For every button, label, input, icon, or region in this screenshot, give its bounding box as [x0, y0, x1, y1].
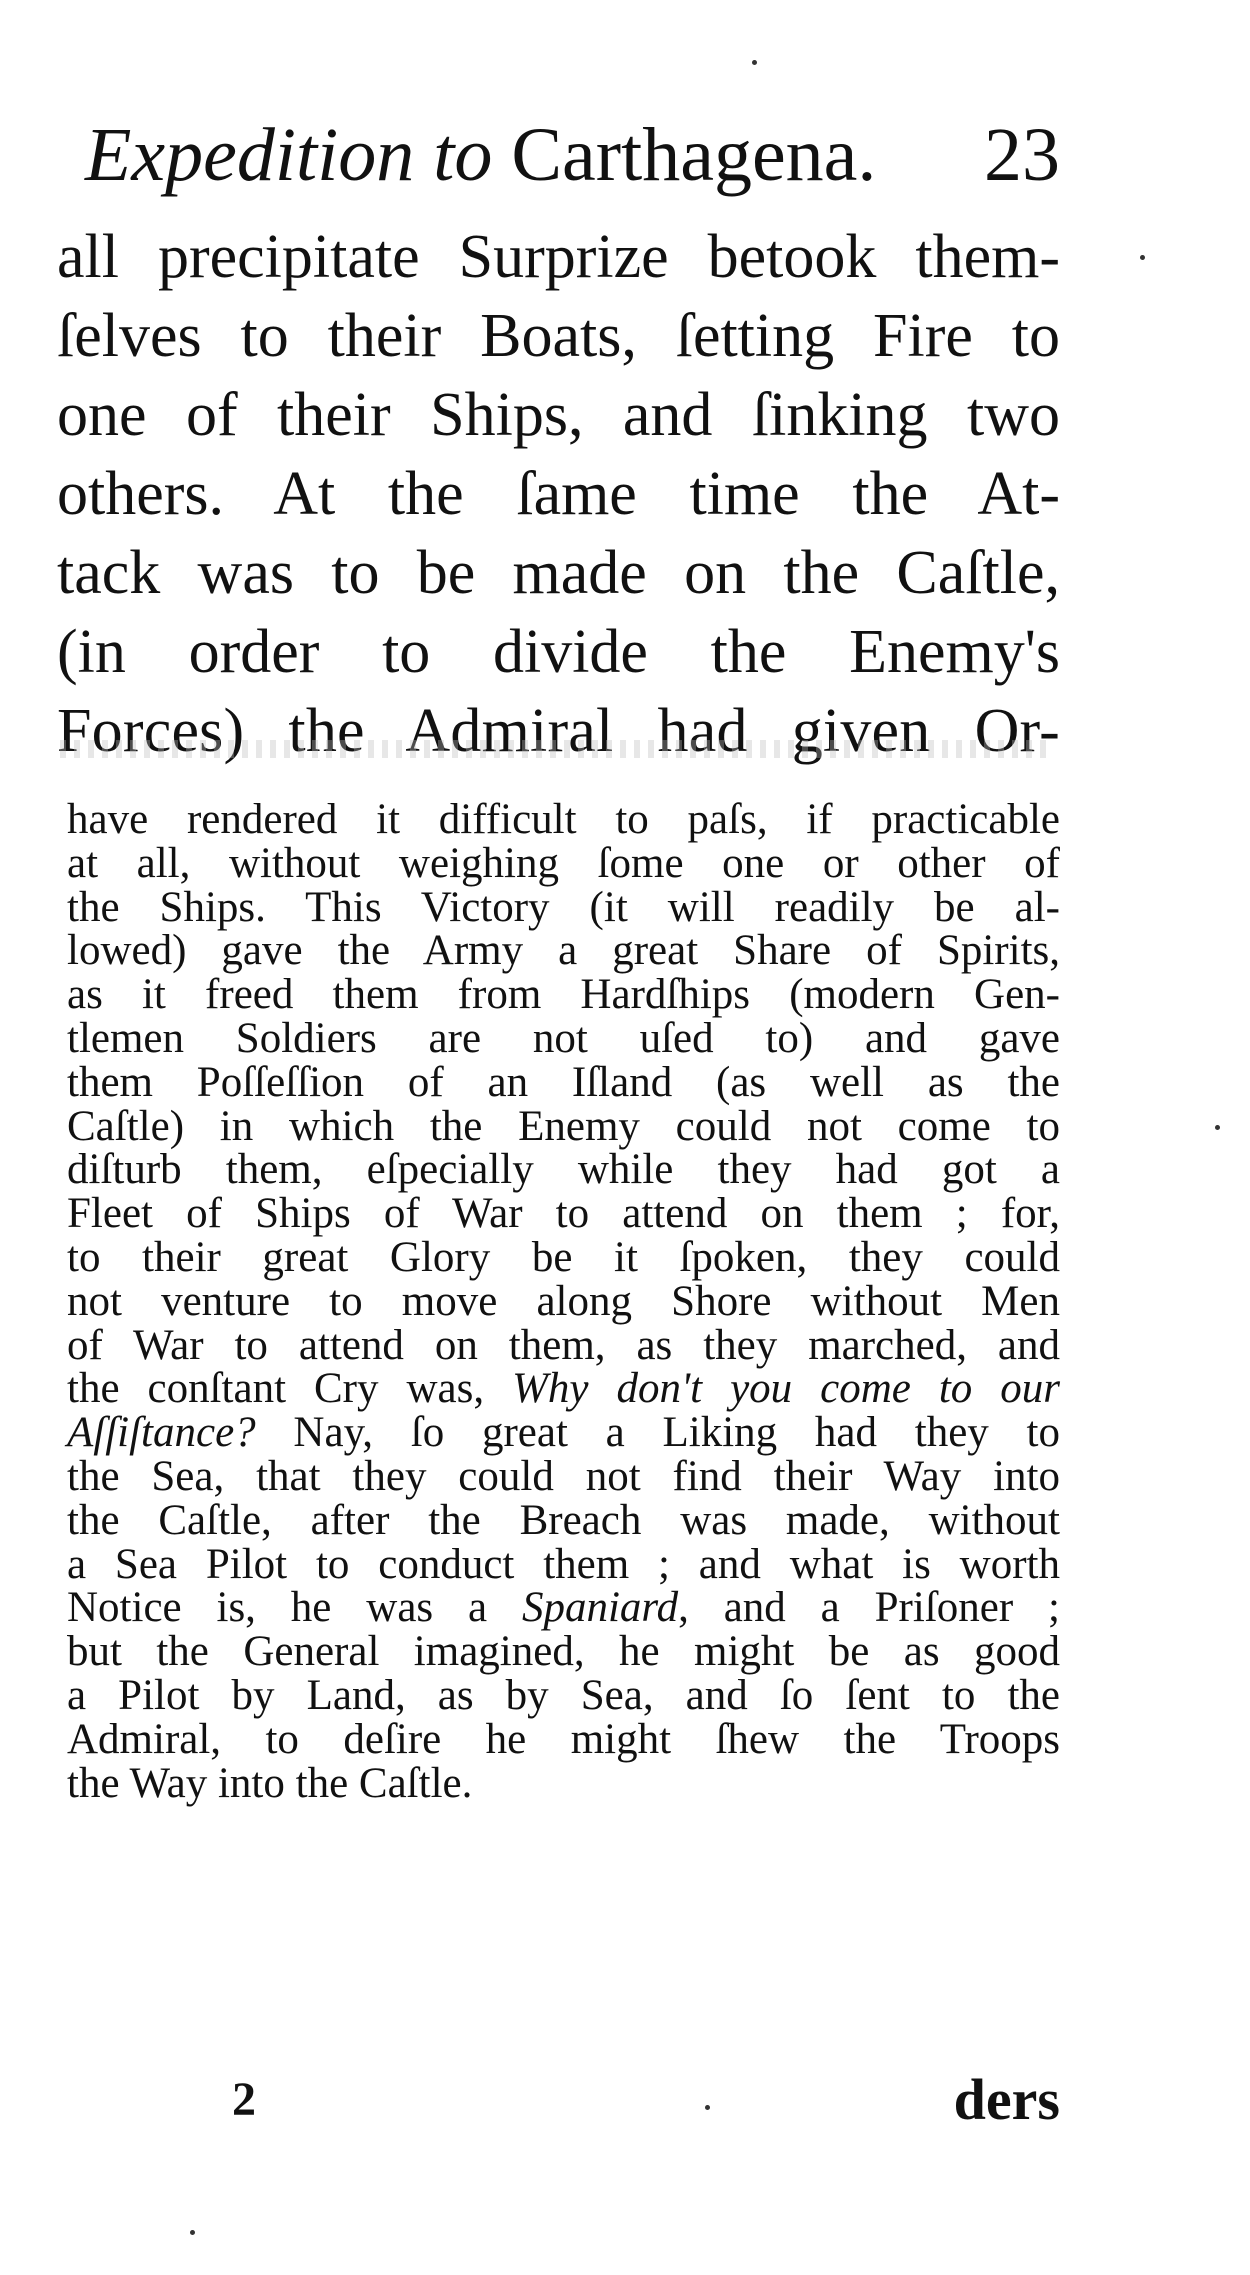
- text-segment: Notice is, he was a: [67, 1584, 522, 1632]
- running-title: [85, 100, 876, 210]
- ink-speck: [190, 2230, 195, 2235]
- text-line: Fleet of Ships of War to attend on them ; for,: [67, 1190, 1060, 1238]
- lower-text-block: [67, 798, 1060, 1805]
- text-line: to their great Glory be it ſpoken, they could: [67, 1233, 1060, 1281]
- text-line: Caſtle) in which the Enemy could not come to: [67, 1102, 1060, 1150]
- text-segment: , and a Priſoner ;: [678, 1584, 1060, 1632]
- text-line: Forces) the Admiral had given Or-: [57, 697, 1060, 765]
- text-line: of War to attend on them, as they marched, and: [67, 1321, 1060, 1369]
- text-line: as it freed them from Hardſhips (modern Gen-: [67, 971, 1060, 1019]
- text-line: the Way into the Caſtle.: [67, 1759, 473, 1807]
- text-segment: Nay, ſo great a Liking had they to: [255, 1409, 1060, 1457]
- text-line: diſturb them, eſpecially while they had got a: [67, 1146, 1060, 1194]
- ink-speck: [705, 2105, 710, 2110]
- italic-phrase: Aſſiſtance?: [67, 1409, 256, 1457]
- text-line: a Pilot by Land, as by Sea, and ſo ſent to the: [67, 1671, 1060, 1719]
- show-through-artifact: [60, 740, 1050, 758]
- text-line: a Sea Pilot to conduct them ; and what is worth: [67, 1540, 1060, 1588]
- text-segment: the conſtant Cry was,: [67, 1365, 513, 1413]
- text-line: tack was to be made on the Caſtle,: [57, 539, 1060, 607]
- text-line: not venture to move along Shore without Men: [67, 1277, 1060, 1325]
- running-header: [85, 100, 1060, 210]
- text-line: at all, without weighing ſome one or other of: [67, 839, 1060, 887]
- text-line: one of their Ships, and ſinking two: [57, 381, 1060, 449]
- text-line: the Ships. This Victory (it will readily be al-: [67, 883, 1060, 931]
- italic-phrase: Spaniard: [521, 1584, 679, 1632]
- ink-speck: [752, 60, 757, 65]
- text-line: have rendered it difficult to paſs, if practicable: [67, 796, 1060, 843]
- ink-speck: [1140, 255, 1145, 260]
- running-title-roman: Carthagena.: [511, 113, 877, 197]
- text-line: all precipitate Surprize betook them-: [57, 223, 1060, 291]
- catchword: ders: [953, 2067, 1060, 2132]
- text-line: Admiral, to deſire he might ſhew the Troops: [67, 1715, 1060, 1763]
- text-line: (in order to divide the Enemy's: [57, 618, 1060, 686]
- page-number: 23: [984, 113, 1060, 197]
- text-line-with-italic: [67, 1367, 1060, 1411]
- text-line: them Poſſeſſion of an Iſland (as well as the: [67, 1058, 1060, 1106]
- text-line: tlemen Soldiers are not uſed to) and gave: [67, 1014, 1060, 1062]
- text-line: lowed) gave the Army a great Share of Spirits,: [67, 927, 1060, 975]
- text-line-with-italic: [67, 1411, 1060, 1455]
- text-line-with-italic: [67, 1586, 1060, 1630]
- signature-mark: 2: [232, 2073, 256, 2126]
- text-line: ſelves to their Boats, ſetting Fire to: [57, 302, 1060, 370]
- page-footer: [0, 2060, 1250, 2140]
- text-line: others. At the ſame time the At-: [57, 460, 1060, 528]
- ink-speck: [1215, 1125, 1220, 1130]
- text-line: the Sea, that they could not find their Way into: [67, 1452, 1060, 1500]
- upper-text-block: [57, 218, 1060, 771]
- text-line: but the General imagined, he might be as good: [67, 1628, 1060, 1676]
- running-title-italic: Expedition to: [85, 113, 512, 197]
- italic-phrase: Why don't you come to our: [512, 1365, 1060, 1413]
- text-line: the Caſtle, after the Breach was made, without: [67, 1496, 1060, 1544]
